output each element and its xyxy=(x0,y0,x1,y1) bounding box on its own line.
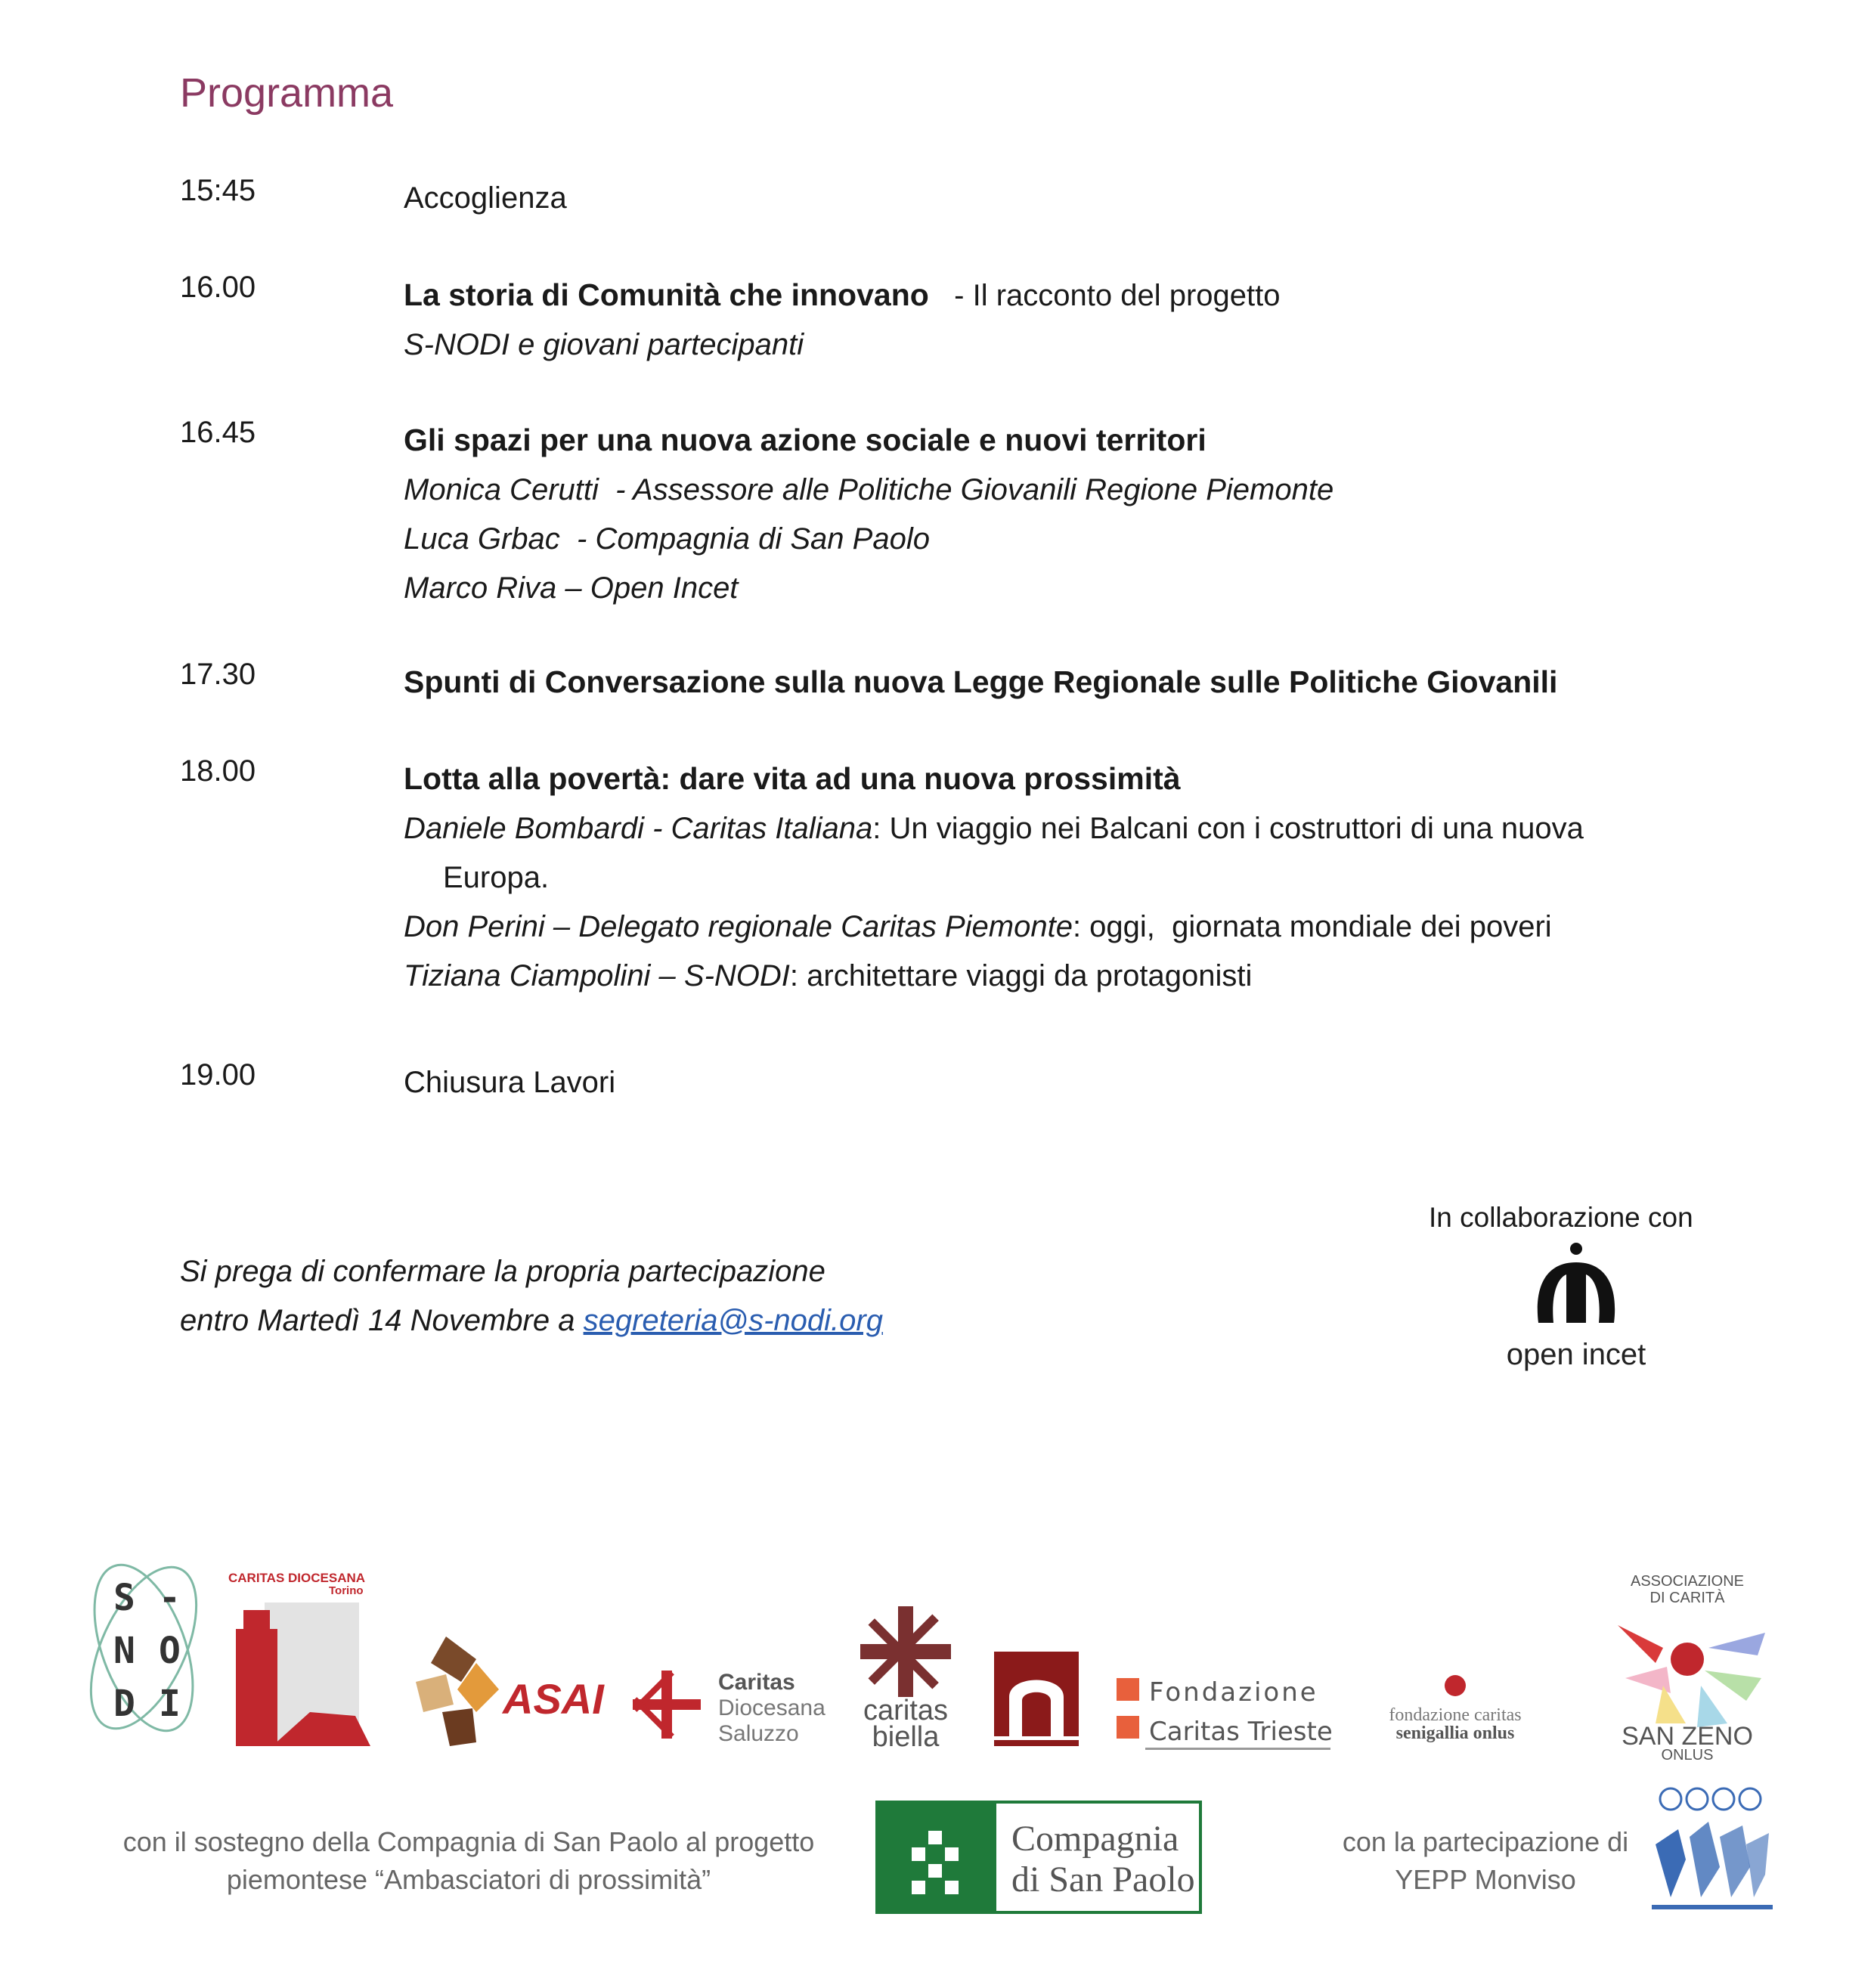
participation-line-2: YEPP Monviso xyxy=(1395,1864,1576,1895)
snodi-logo xyxy=(79,1557,208,1746)
open-incet-logo-text: open incet xyxy=(1506,1338,1646,1371)
program-time: 19.00 xyxy=(180,1058,256,1092)
email-link[interactable]: segreteria@s-nodi.org xyxy=(583,1304,883,1337)
program-content xyxy=(404,271,1810,370)
collaboration-label: In collaborazione con xyxy=(1429,1202,1693,1233)
svg-text:YEPP: YEPP xyxy=(1709,1805,1712,1806)
program-heading: Spunti di Conversazione sulla nuova Legge Regionale sulle Politiche Giovanili xyxy=(404,664,1558,699)
fondazione-arch-logo xyxy=(990,1648,1085,1754)
partner-logos xyxy=(0,1557,1874,1784)
svg-text:N: N xyxy=(113,1630,135,1672)
program-line xyxy=(404,804,1810,853)
program-speaker: S-NODI e giovani partecipanti xyxy=(404,328,804,361)
program-heading: Lotta alla povertà: dare vita ad una nuova prossimità xyxy=(404,761,1181,796)
program-text: : architettare viaggi da protagonisti xyxy=(789,959,1253,992)
confirmation-line-2 xyxy=(180,1296,883,1345)
program-line xyxy=(404,1058,1810,1107)
compagnia-san-paolo-logo xyxy=(875,1801,1202,1914)
program-time: 17.30 xyxy=(180,658,256,691)
svg-text:Diocesana: Diocesana xyxy=(718,1695,825,1720)
support-line-2: piemontese “Ambasciatori di prossimità” xyxy=(226,1864,711,1895)
program-content xyxy=(404,658,1810,708)
confirmation-line-1: Si prega di confermare la propria partecipazione xyxy=(180,1255,825,1288)
page-title: Programma xyxy=(180,70,394,116)
yepp-monviso-logo xyxy=(1648,1784,1776,1920)
caritas-saluzzo-logo xyxy=(631,1667,839,1750)
support-line-1: con il sostegno della Compagnia di San Paolo al progetto xyxy=(122,1826,815,1857)
svg-text:biella: biella xyxy=(872,1721,940,1750)
program-text: Europa. xyxy=(443,861,550,894)
svg-text:ASSOCIAZIONE: ASSOCIAZIONE xyxy=(1630,1573,1745,1590)
svg-text:ASAI: ASAI xyxy=(503,1675,604,1723)
participation-note xyxy=(1319,1823,1652,1899)
program-speaker: Daniele Bombardi - Caritas Italiana xyxy=(404,812,873,845)
svg-text:O: O xyxy=(159,1630,181,1672)
program-content xyxy=(404,1058,1810,1107)
program-text: - Il racconto del progetto xyxy=(928,279,1281,312)
svg-text:Fondazione: Fondazione xyxy=(1149,1677,1318,1708)
program-speaker: Tiziana Ciampolini – S-NODI xyxy=(404,959,790,992)
program-line xyxy=(404,174,1810,223)
program-speaker: Marco Riva – Open Incet xyxy=(404,571,739,605)
asai-logo xyxy=(401,1629,609,1750)
svg-text:ONLUS: ONLUS xyxy=(1661,1747,1714,1761)
svg-text:Compagnia: Compagnia xyxy=(1011,1819,1179,1859)
program-text: : Un viaggio nei Balcani con i costruttori di una nuova xyxy=(872,812,1584,845)
svg-text:senigallia onlus: senigallia onlus xyxy=(1395,1723,1515,1742)
svg-text:Caritas: Caritas xyxy=(718,1670,795,1695)
svg-text:D: D xyxy=(113,1683,135,1725)
svg-text:fondazione caritas: fondazione caritas xyxy=(1389,1705,1522,1725)
san-zeno-logo xyxy=(1595,1572,1780,1761)
program-time: 16.00 xyxy=(180,271,256,304)
open-incet-logo xyxy=(1482,1240,1671,1383)
program-line xyxy=(404,320,1810,370)
program-line xyxy=(404,466,1810,515)
caritas-biella-logo xyxy=(854,1602,960,1750)
program-time: 15:45 xyxy=(180,174,256,207)
program-text: : oggi, giornata mondiale dei poveri xyxy=(1072,910,1552,943)
program-line xyxy=(404,271,1810,320)
program-line xyxy=(404,416,1810,466)
program-content xyxy=(404,754,1810,1001)
program-line xyxy=(404,952,1810,1001)
program-heading: Gli spazi per una nuova azione sociale e nuovi territori xyxy=(404,423,1206,457)
participation-line-1: con la partecipazione di xyxy=(1342,1826,1629,1857)
program-line xyxy=(404,754,1810,804)
program-line xyxy=(404,903,1810,952)
confirmation-deadline: entro Martedì 14 Novembre a xyxy=(180,1304,584,1337)
program-line xyxy=(404,658,1810,708)
program-line xyxy=(404,515,1810,564)
program-speaker: Don Perini – Delegato regionale Caritas Piemonte xyxy=(404,910,1073,943)
program-time: 18.00 xyxy=(180,754,256,788)
program-speaker: Luca Grbac - Compagnia di San Paolo xyxy=(404,522,930,556)
caritas-torino-logo xyxy=(227,1568,374,1750)
svg-text:CARITAS DIOCESANA: CARITAS DIOCESANA xyxy=(228,1571,366,1585)
svg-text:DI CARITÀ: DI CARITÀ xyxy=(1649,1590,1725,1606)
support-note xyxy=(83,1823,854,1899)
program-line xyxy=(404,853,1810,903)
svg-text:Torino: Torino xyxy=(329,1584,364,1597)
svg-text:-: - xyxy=(159,1577,181,1619)
svg-text:Caritas Trieste: Caritas Trieste xyxy=(1149,1717,1333,1747)
fondazione-caritas-senigallia-logo xyxy=(1368,1671,1542,1742)
program-content xyxy=(404,174,1810,223)
program-text: Accoglienza xyxy=(404,181,567,215)
svg-text:di San Paolo: di San Paolo xyxy=(1011,1859,1195,1900)
program-heading: La storia di Comunità che innovano xyxy=(404,277,929,312)
program-line xyxy=(404,564,1810,613)
svg-text:S: S xyxy=(113,1577,135,1619)
svg-text:I: I xyxy=(159,1683,181,1725)
svg-text:Saluzzo: Saluzzo xyxy=(718,1721,799,1746)
fondazione-caritas-trieste-logo xyxy=(1115,1671,1334,1754)
program-content xyxy=(404,416,1810,613)
program-time: 16.45 xyxy=(180,416,256,449)
svg-text:SAN ZENO: SAN ZENO xyxy=(1622,1722,1753,1751)
svg-text:caritas: caritas xyxy=(863,1695,948,1726)
confirmation-note xyxy=(180,1247,883,1345)
program-text: Chiusura Lavori xyxy=(404,1066,616,1099)
program-speaker: Monica Cerutti - Assessore alle Politiche Giovanili Regione Piemonte xyxy=(404,473,1334,506)
